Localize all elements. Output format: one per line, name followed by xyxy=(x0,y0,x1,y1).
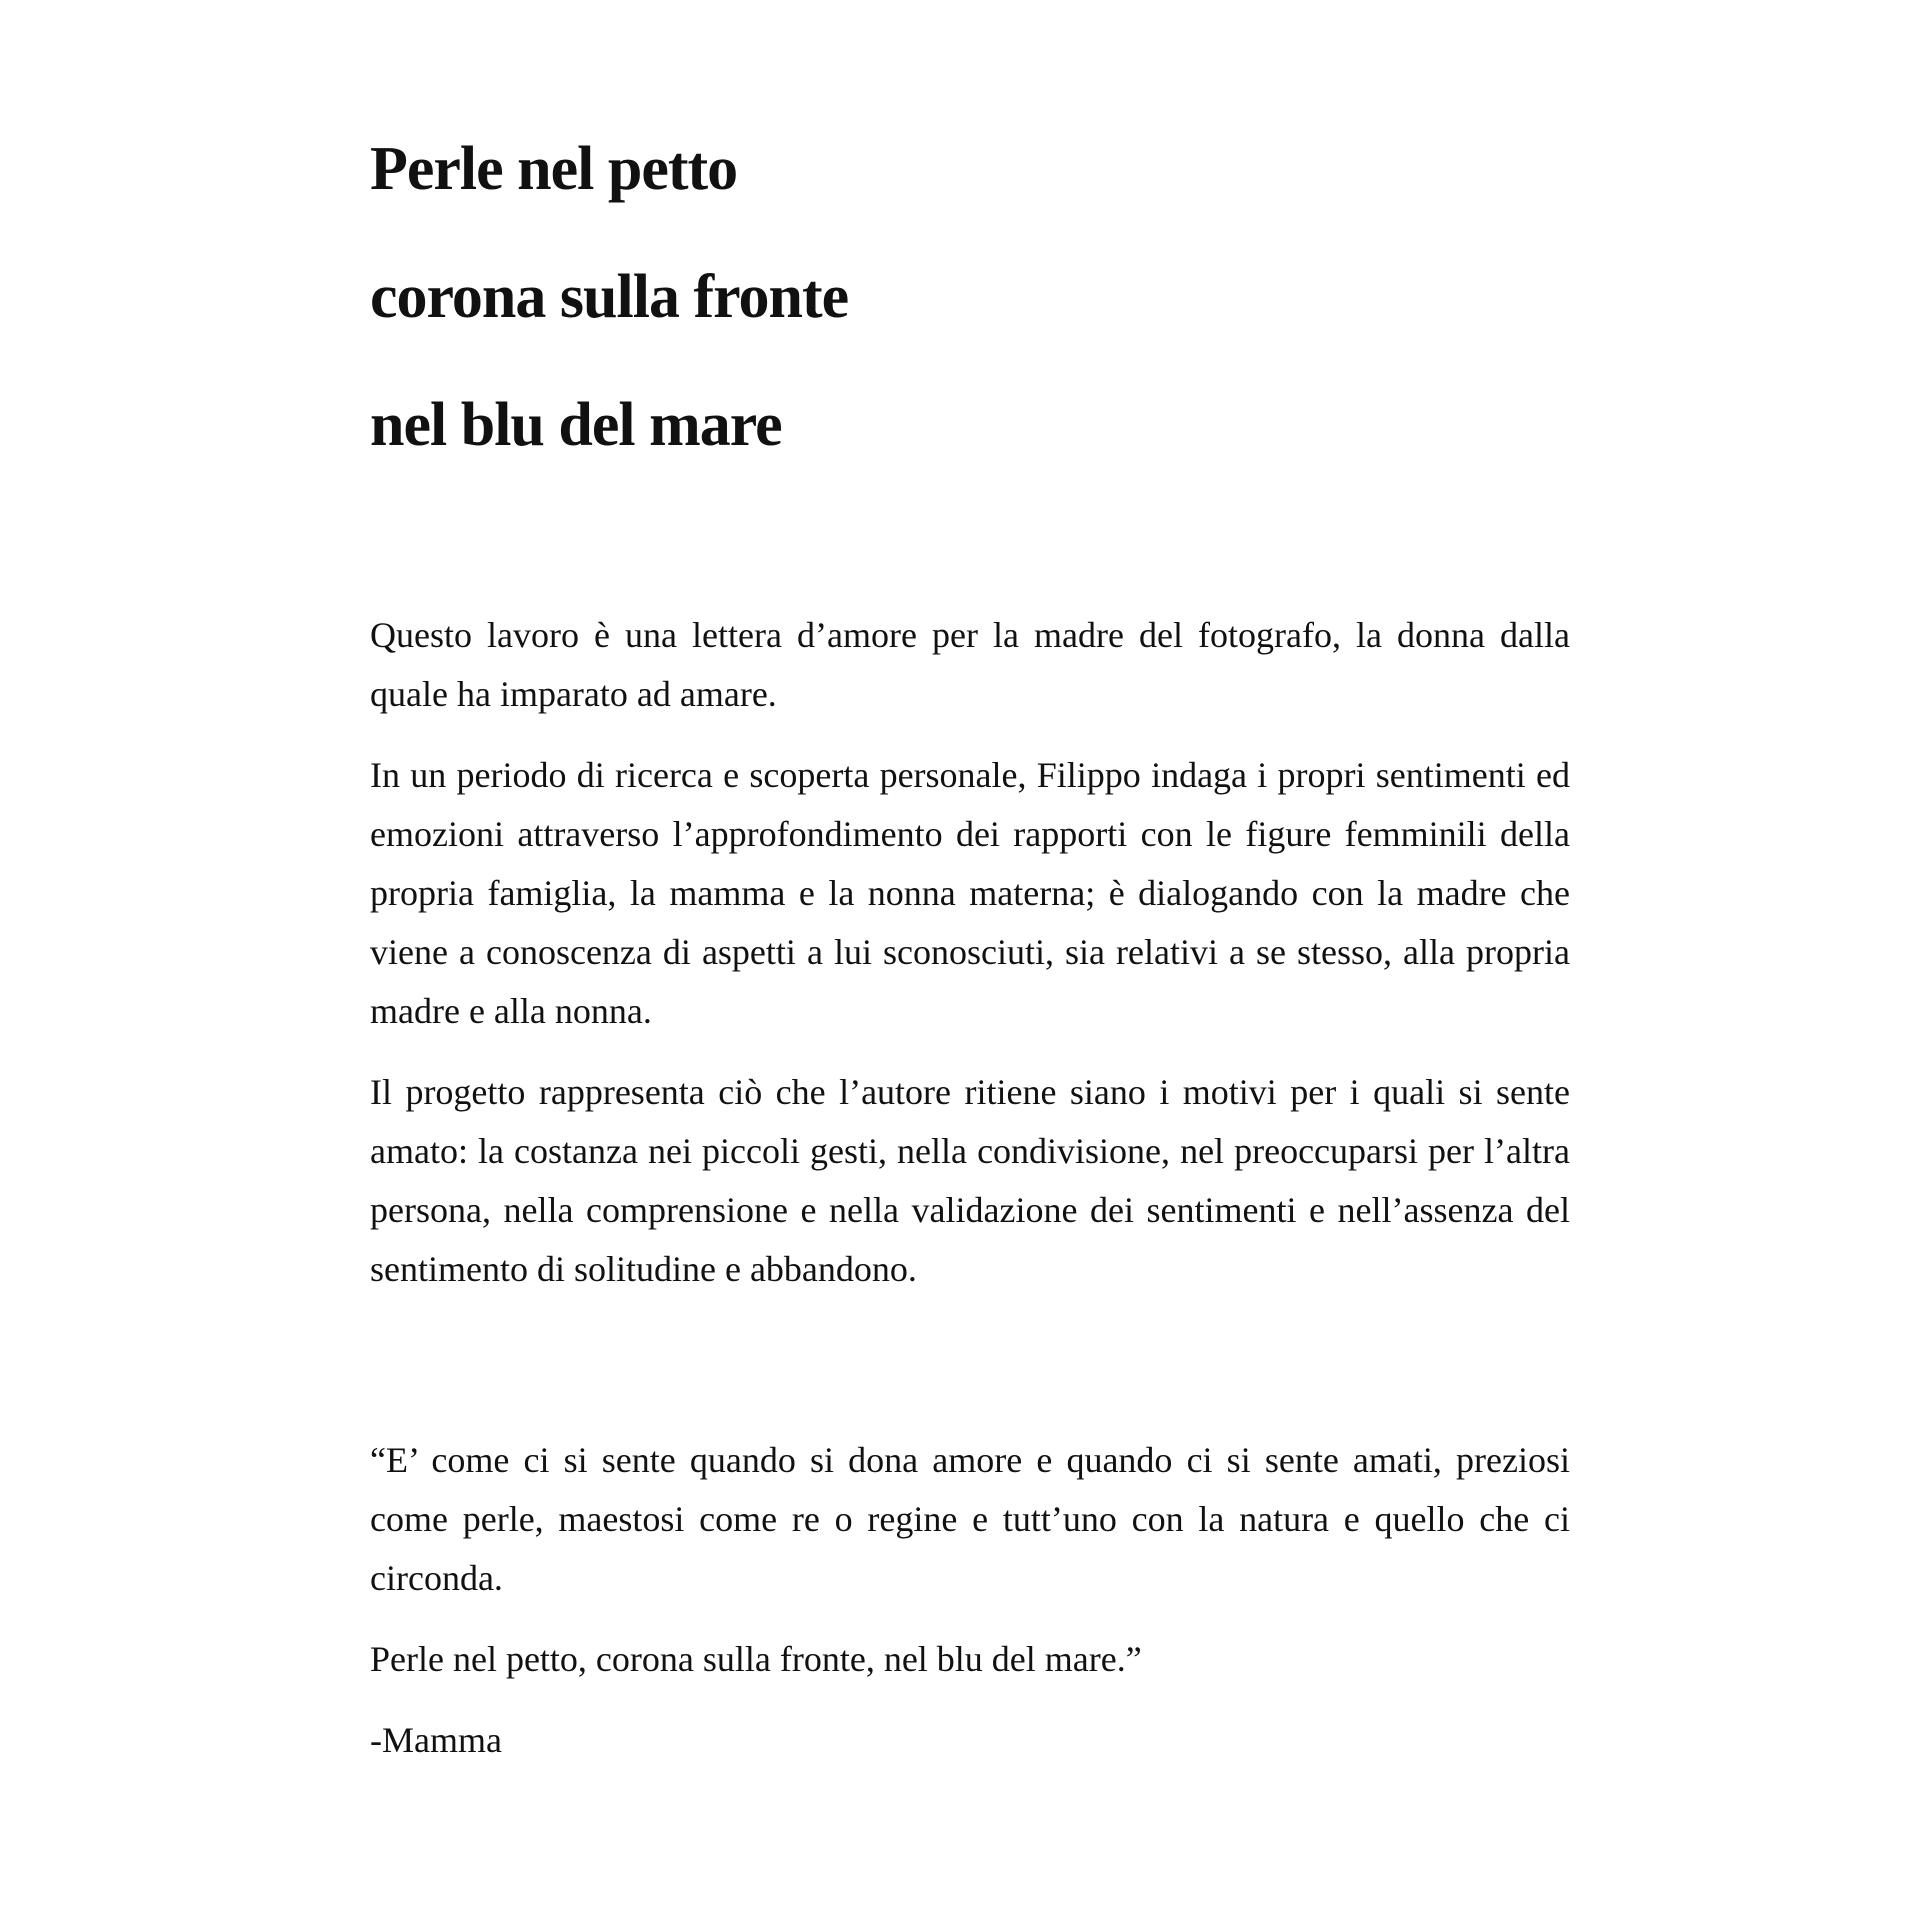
quote-paragraph-1: “E’ come ci si sente quando si dona amore e quando ci si sente amati, preziosi come perle, maestosi come re o regine e tutt’uno con la natura e quello che ci circonda. xyxy=(370,1440,1570,1598)
description-paragraph-1: Questo lavoro è una lettera d’amore per la madre del fotografo, la donna dalla quale ha imparato ad amare. xyxy=(370,615,1570,714)
quote-paragraph-2: Perle nel petto, corona sulla fronte, nel blu del mare.” xyxy=(370,1639,1142,1679)
title-line-1: Perle nel petto xyxy=(370,135,738,203)
quote-block xyxy=(370,1431,1570,1770)
title-block xyxy=(370,105,1570,489)
description-block xyxy=(370,606,1570,1321)
description-paragraph-3: Il progetto rappresenta ciò che l’autore ritiene siano i motivi per i quali si sente amato: la costanza nei piccoli gesti, nella condivisione, nel preoccuparsi per l’altra persona, nella comprensione e nella validazione dei sentimenti e nell’assenza del sentimento di solitudine e abbandono. xyxy=(370,1072,1570,1289)
title-line-3: nel blu del mare xyxy=(370,391,782,459)
title-line-2: corona sulla fronte xyxy=(370,263,849,331)
document-page xyxy=(370,0,1570,1920)
description-paragraph-2: In un periodo di ricerca e scoperta personale, Filippo indaga i propri sentimenti ed emozioni attraverso l’approfondimento dei rapporti con le figure femminili della propria famiglia, la mamma e la nonna materna; è dialogando con la madre che viene a conoscenza di aspetti a lui sconosciuti, sia relativi a se stesso, alla propria madre e alla nonna. xyxy=(370,755,1570,1031)
quote-signature: -Mamma xyxy=(370,1720,502,1760)
